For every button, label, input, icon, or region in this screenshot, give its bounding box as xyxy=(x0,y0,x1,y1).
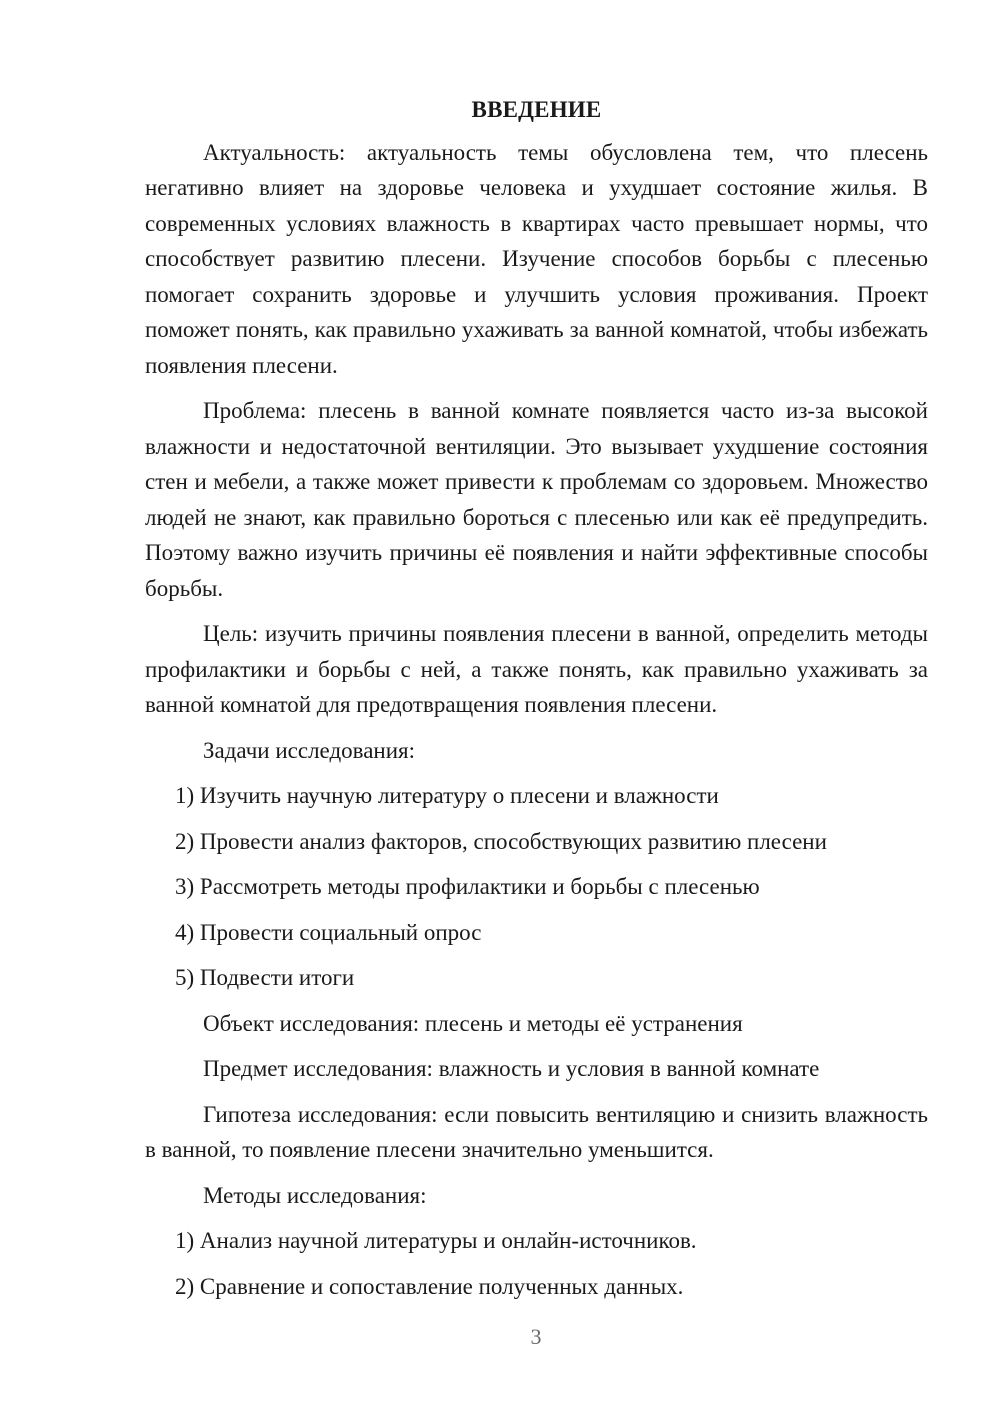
task-item: 3) Рассмотреть методы профилактики и борьбы с плесенью xyxy=(175,874,760,899)
hypothesis-paragraph: Гипотеза исследования: если повысить вентиляцию и снизить влажность в ванной, то появление плесени значительно уменьшится. xyxy=(145,1101,928,1162)
problem-paragraph: Проблема: плесень в ванной комнате появляется часто из-за высокой влажности и недостаточной вентиляции. Это вызывает ухудшение состояния стен и мебели, а также может привести к проблемам со здоровьем. Множество людей не знают, как правильно бороться с плесенью или как её предупредить. Поэтому важно изучить причины её появления и найти эффективные способы борьбы. xyxy=(145,398,928,601)
research-subject: Предмет исследования: влажность и условия в ванной комнате xyxy=(203,1056,820,1081)
research-object: Объект исследования: плесень и методы её устранения xyxy=(203,1010,743,1036)
page-title: ВВЕДЕНИЕ xyxy=(471,97,602,122)
tasks-heading: Задачи исследования: xyxy=(203,737,416,763)
method-item: 1) Анализ научной литературы и онлайн-источников. xyxy=(175,1228,697,1253)
task-item: 4) Провести социальный опрос xyxy=(175,919,482,945)
document-page xyxy=(145,92,928,1314)
goal-paragraph: Цель: изучить причины появления плесени в ванной, определить методы профилактики и борьбы с ней, а также понять, как правильно ухаживать за ванной комнатой для предотвращения появления плесени. xyxy=(145,621,928,717)
methods-heading: Методы исследования: xyxy=(203,1182,427,1208)
method-item: 2) Сравнение и сопоставление полученных данных. xyxy=(175,1273,684,1299)
relevance-paragraph: Актуальность: актуальность темы обусловлена тем, что плесень негативно влияет на здоровье человека и ухудшает состояние жилья. В современных условиях влажность в квартирах часто превышает нормы, что способствует развитию плесени. Изучение способов борьбы с плесенью помогает сохранить здоровье и улучшить условия проживания. Проект поможет понять, как правильно ухаживать за ванной комнатой, чтобы избежать появления плесени. xyxy=(145,139,928,378)
page-number: 3 xyxy=(530,1324,542,1349)
task-item: 5) Подвести итоги xyxy=(175,965,355,990)
task-item: 2) Провести анализ факторов, способствующих развитию плесени xyxy=(175,828,827,854)
task-item: 1) Изучить научную литературу о плесени и влажности xyxy=(175,783,719,808)
